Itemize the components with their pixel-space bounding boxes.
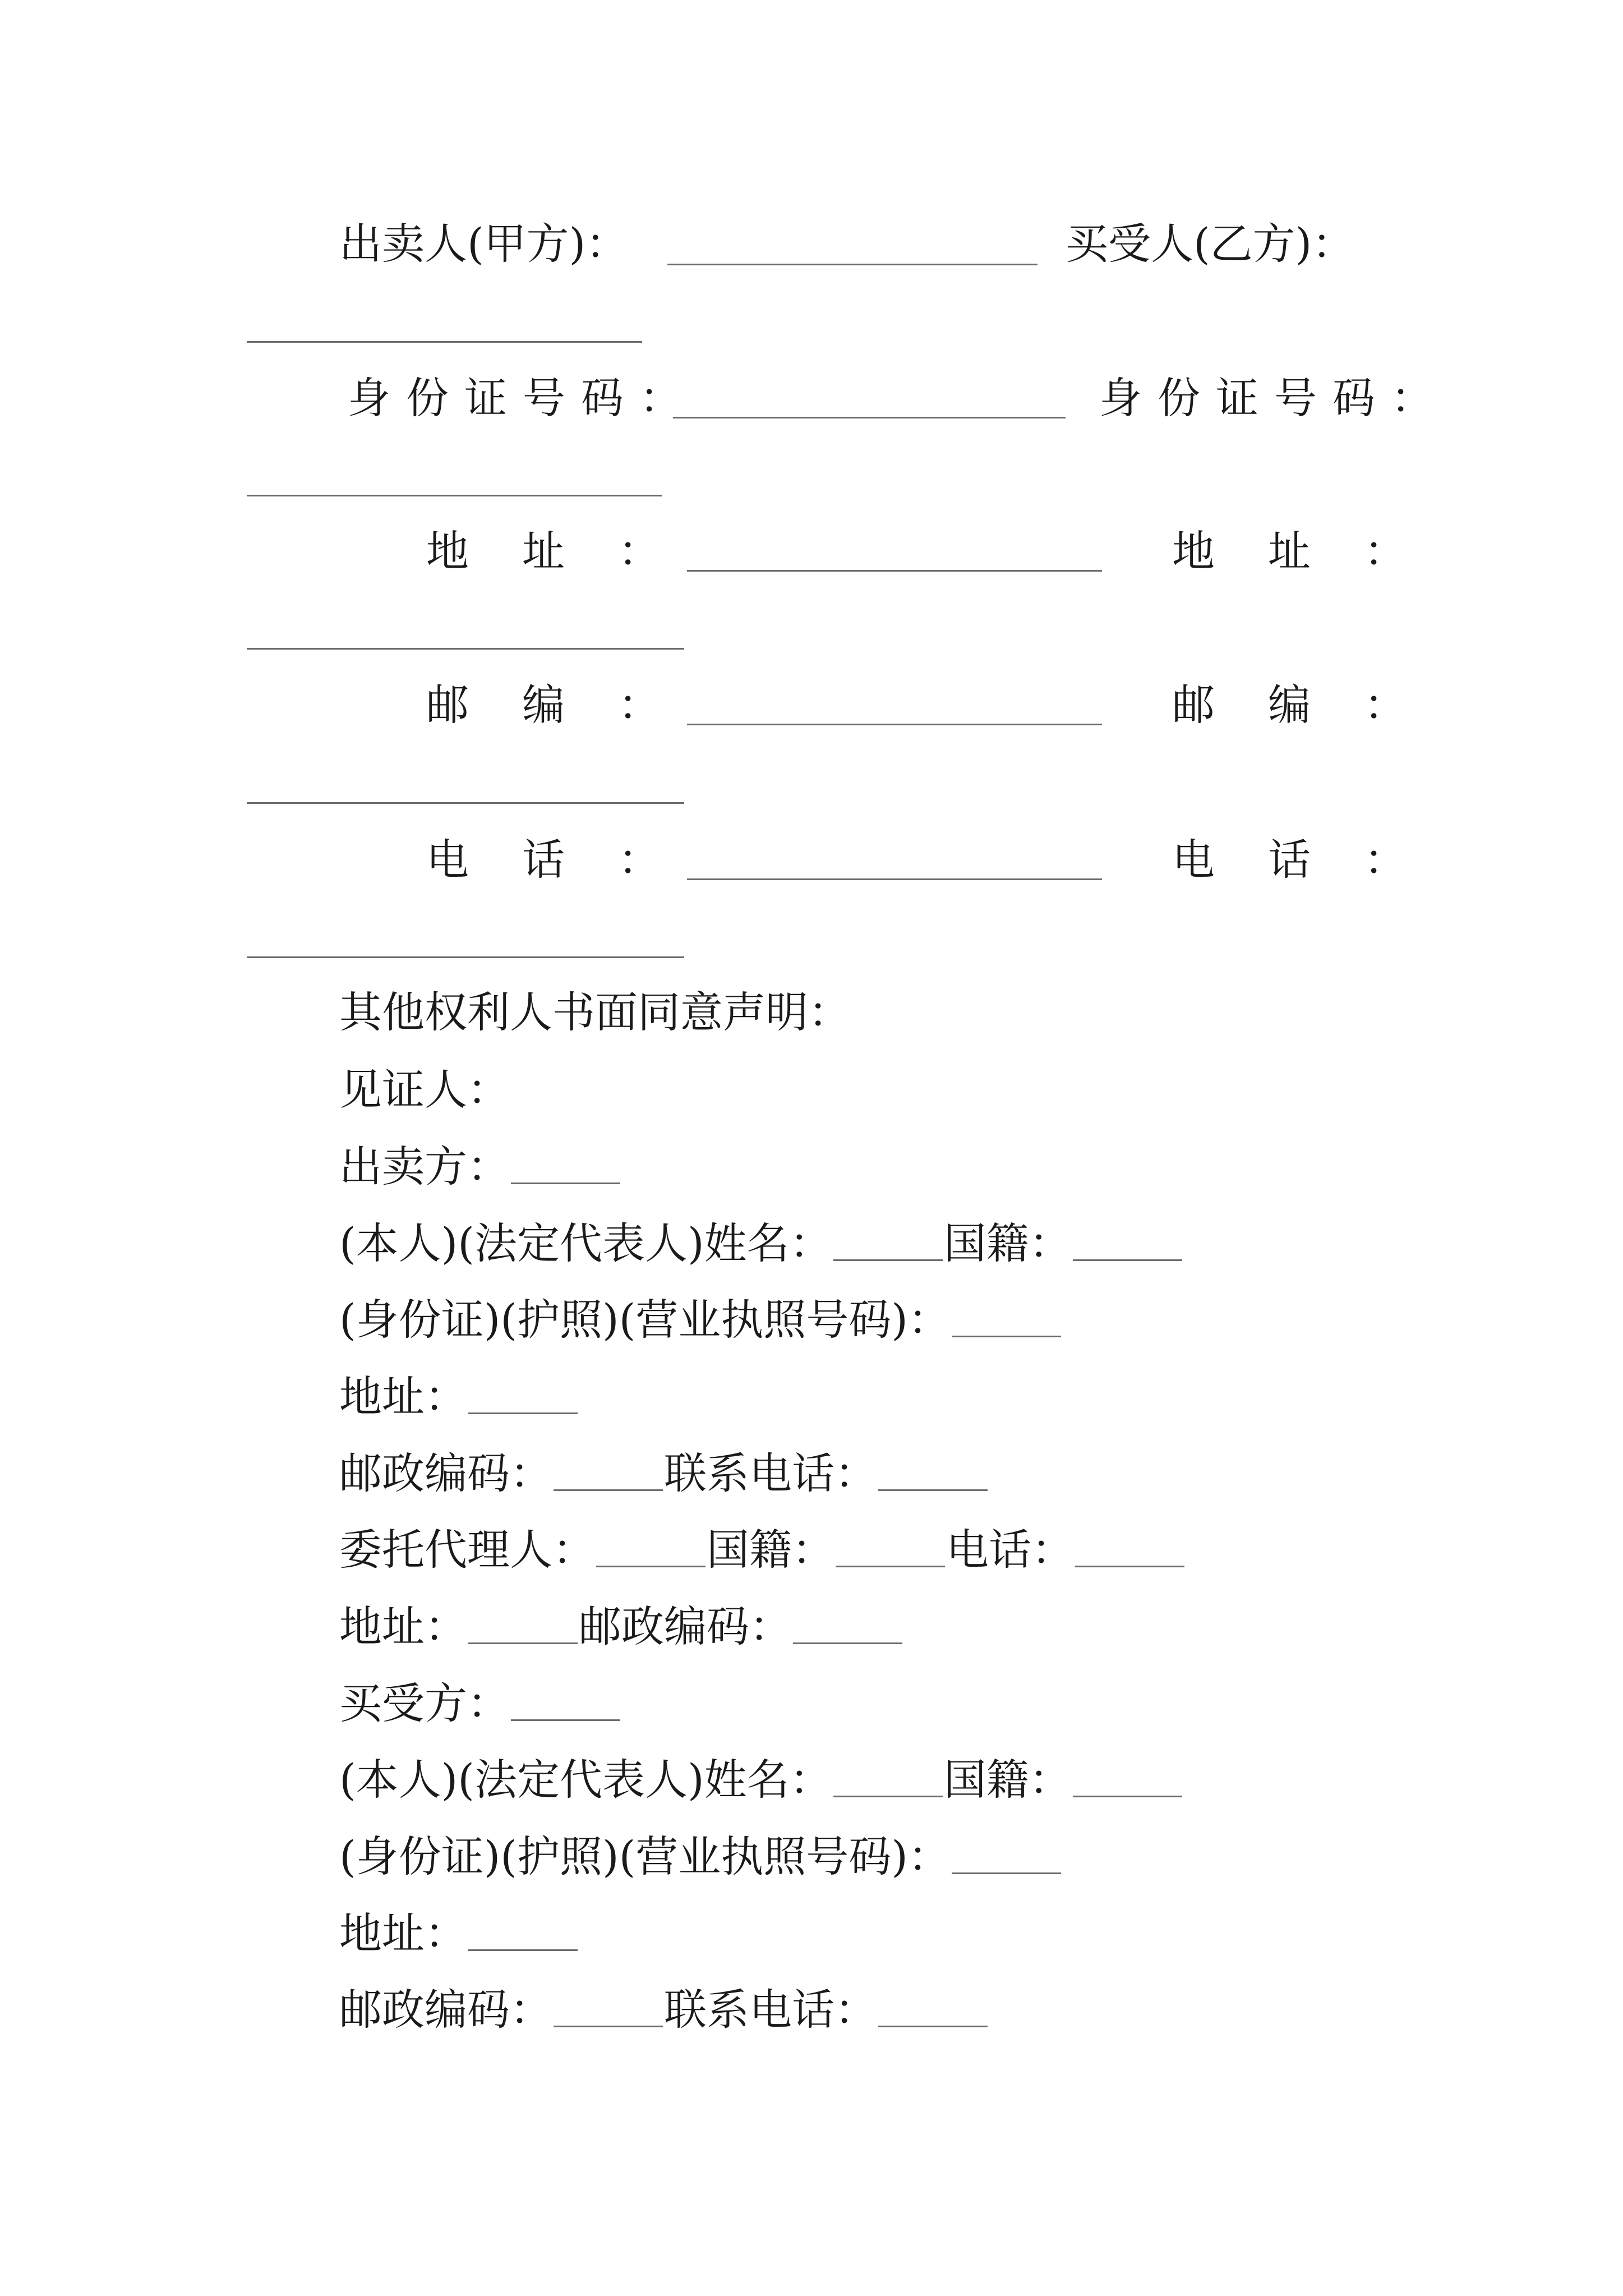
seller-row: 出卖方： xyxy=(339,1142,621,1192)
seller-phone-field[interactable] xyxy=(687,878,1102,880)
seller-name-row: (本人)(法定代表人)姓名： 国籍： xyxy=(339,1218,1183,1269)
seller-agent-blank[interactable] xyxy=(596,1566,706,1567)
seller-agent-zip-blank[interactable] xyxy=(793,1642,902,1644)
seller-address-row: 地址： xyxy=(339,1372,579,1422)
seller-contact-phone-blank[interactable] xyxy=(878,1489,988,1491)
buyer-name-blank[interactable] xyxy=(833,1796,943,1797)
seller-zip-phone-row: 邮政编码： 联系电话： xyxy=(339,1448,989,1499)
buyer-address-field[interactable] xyxy=(247,648,684,650)
seller-phone-label: 电话： xyxy=(426,835,714,885)
other-rights-statement: 其他权利人书面同意声明： xyxy=(339,987,851,1037)
seller-id-field[interactable] xyxy=(673,417,1066,418)
seller-agent-row: 委托代理人： 国籍： 电话： xyxy=(339,1525,1186,1575)
buyer-id-blank[interactable] xyxy=(952,1872,1061,1874)
buyer-nationality-blank[interactable] xyxy=(1073,1796,1182,1797)
buyer-zip-field[interactable] xyxy=(247,802,684,804)
seller-zip-field[interactable] xyxy=(687,724,1102,725)
buyer-name-field[interactable] xyxy=(247,341,642,343)
buyer-party-label: 买受人(乙方)： xyxy=(1066,219,1355,269)
buyer-phone-label: 电话： xyxy=(1172,835,1460,885)
buyer-address-blank[interactable] xyxy=(468,1949,578,1951)
seller-name-blank[interactable] xyxy=(833,1259,943,1261)
seller-agent-phone-blank[interactable] xyxy=(1075,1566,1184,1567)
buyer-zip-blank[interactable] xyxy=(554,2026,663,2027)
buyer-field[interactable] xyxy=(511,1719,620,1721)
buyer-id-row: (身份证)(护照)(营业执照号码)： xyxy=(339,1832,1062,1882)
buyer-phone-field[interactable] xyxy=(247,956,684,958)
seller-address-blank[interactable] xyxy=(468,1412,578,1414)
seller-address-field[interactable] xyxy=(687,570,1102,572)
seller-nationality-blank[interactable] xyxy=(1073,1259,1182,1261)
seller-address-label: 地址： xyxy=(426,526,714,576)
witness-label: 见证人： xyxy=(339,1065,510,1115)
buyer-zip-phone-row: 邮政编码： 联系电话： xyxy=(339,1985,989,2035)
buyer-contact-phone-blank[interactable] xyxy=(878,2026,988,2027)
seller-agent-address-row: 地址： 邮政编码： xyxy=(339,1602,903,1652)
buyer-address-row: 地址： xyxy=(339,1908,579,1959)
buyer-zip-label: 邮编： xyxy=(1172,680,1460,730)
buyer-row: 买受方： xyxy=(339,1678,621,1729)
seller-zip-blank[interactable] xyxy=(554,1489,663,1491)
seller-id-label: 身份证号码： xyxy=(348,373,698,423)
seller-zip-label: 邮编： xyxy=(426,680,714,730)
seller-agent-nationality-blank[interactable] xyxy=(836,1566,945,1567)
buyer-id-field[interactable] xyxy=(247,495,662,496)
seller-agent-address-blank[interactable] xyxy=(468,1642,578,1644)
seller-id-row: (身份证)(护照)(营业执照号码)： xyxy=(339,1295,1062,1345)
buyer-name-row: (本人)(法定代表人)姓名： 国籍： xyxy=(339,1755,1183,1805)
seller-name-field[interactable] xyxy=(667,264,1038,265)
seller-id-blank[interactable] xyxy=(952,1336,1061,1337)
buyer-id-label: 身份证号码： xyxy=(1099,373,1449,423)
seller-field[interactable] xyxy=(511,1182,620,1184)
buyer-address-label: 地址： xyxy=(1172,526,1460,576)
seller-party-label: 出卖人(甲方)： xyxy=(339,219,629,269)
